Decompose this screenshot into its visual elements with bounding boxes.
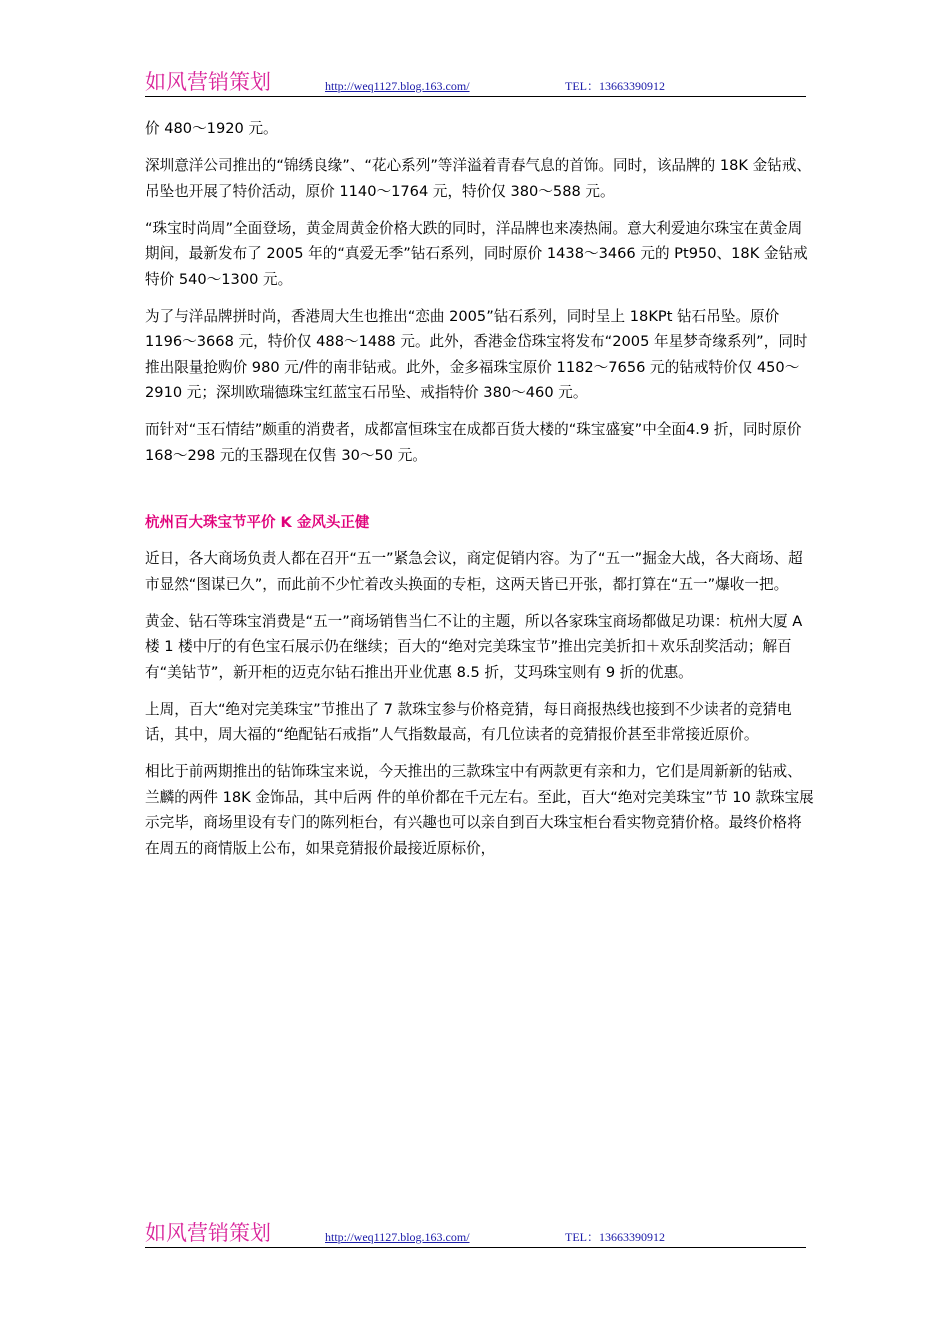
paragraph: 深圳意洋公司推出的“锦绣良缘”、“花心系列”等洋溢着青春气息的首饰。同时，该品牌的 18K 金钻戒、吊坠也开展了特价活动，原价 1140～1764 元，特价仅 380～588 元。 bbox=[145, 157, 812, 200]
page-header bbox=[145, 66, 806, 97]
paragraph: “珠宝时尚周”全面登场，黄金周黄金价格大跌的同时，洋品牌也来凑热闹。意大利爱迪尔珠宝在黄金周期间，最新发布了 2005 年的“真爱无季”钻石系列，同时原价 1438～3466 元的 Pt950、18K 金钻戒特价 540～1300 元。 bbox=[145, 219, 808, 288]
footer-blog-link[interactable]: http://weq1127.blog.163.com/ bbox=[325, 1230, 470, 1244]
paragraph: 为了与洋品牌拼时尚，香港周大生也推出“恋曲 2005”钻石系列，同时呈上 18KPt 钻石吊坠。原价 1196～3668 元，特价仅 488～1488 元。此外，香港金岱珠宝将发布“2005 年星梦奇缘系列”，同时推出限量抢购价 980 元/件的南非钻戒。此外，金多福珠宝原价 1182～7656 元的钻戒特价仅 450～2910 元；深圳欧瑞德珠宝红蓝宝石吊坠、戒指特价 380～460 元。 bbox=[145, 307, 808, 401]
paragraph: 价 480～1920 元。 bbox=[145, 120, 278, 137]
header-blog-link[interactable]: http://weq1127.blog.163.com/ bbox=[325, 79, 470, 93]
document-body bbox=[145, 116, 815, 861]
footer-brand: 如风营销策划 bbox=[145, 1221, 271, 1245]
paragraph: 相比于前两期推出的钻饰珠宝来说，今天推出的三款珠宝中有两款更有亲和力，它们是周新新的钻戒、兰麟的两件 18K 金饰品，其中后两 件的单价都在千元左右。至此，百大“绝对完美珠宝”节 10 款珠宝展示完毕，商场里设有专门的陈列柜台，有兴趣也可以亲自到百大珠宝柜台看实物竞猜价格。最终价格将在周五的商情版上公布，如果竞猜报价最接近原标价， bbox=[145, 763, 814, 857]
footer-tel: TEL：13663390912 bbox=[565, 1230, 665, 1244]
paragraph: 而针对“玉石情结”颇重的消费者，成都富恒珠宝在成都百货大楼的“珠宝盛宴”中全面4.9 折，同时原价 168～298 元的玉器现在仅售 30～50 元。 bbox=[145, 421, 802, 464]
header-tel: TEL：13663390912 bbox=[565, 79, 665, 93]
section-title: 杭州百大珠宝节平价 K 金风头正健 bbox=[145, 515, 370, 531]
paragraph: 上周，百大“绝对完美珠宝”节推出了 7 款珠宝参与价格竞猜，每日商报热线也接到不少读者的竞猜电话，其中，周大福的“绝配钻石戒指”人气指数最高，有几位读者的竞猜报价甚至非常接近原价。 bbox=[145, 700, 792, 743]
paragraph: 近日，各大商场负责人都在召开“五一”紧急会议，商定促销内容。为了“五一”掘金大战，各大商场、超市显然“图谋已久”，而此前不少忙着改头换面的专柜，这两天皆已开张，都打算在“五一”爆收一把。 bbox=[145, 550, 803, 593]
page-footer bbox=[145, 1217, 806, 1248]
paragraph: 黄金、钻石等珠宝消费是“五一”商场销售当仁不让的主题，所以各家珠宝商场都做足功课：杭州大厦 A 楼 1 楼中厅的有色宝石展示仍在继续；百大的“绝对完美珠宝节”推出完美折扣＋欢乐刮奖活动；解百有“美钻节”，新开柜的迈克尔钻石推出开业优惠 8.5 折，艾玛珠宝则有 9 折的优惠。 bbox=[145, 612, 803, 681]
section-spacer bbox=[145, 468, 815, 511]
header-brand: 如风营销策划 bbox=[145, 70, 271, 94]
